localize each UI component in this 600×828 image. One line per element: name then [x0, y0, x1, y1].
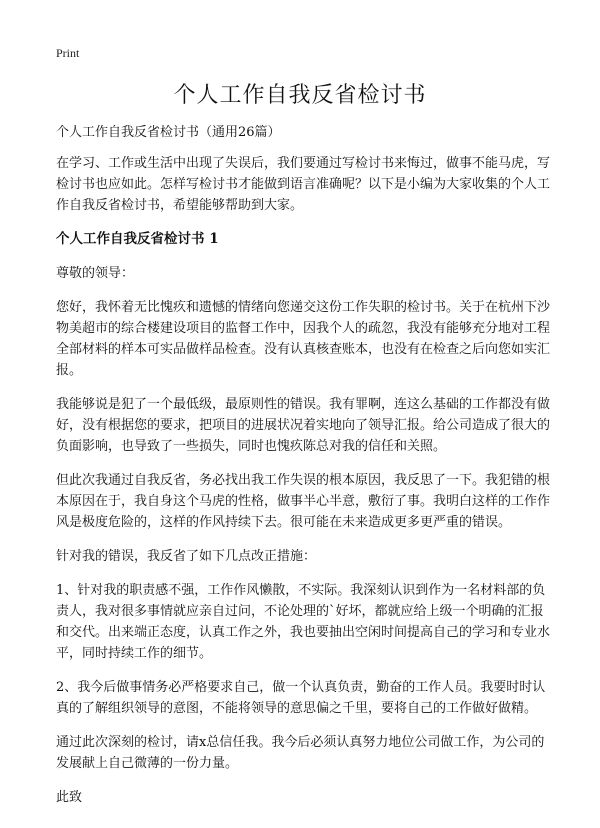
document-title: 个人工作自我反省检讨书	[173, 83, 427, 108]
body-paragraph: 通过此次深刻的检讨，请x总信任我。我今后必须认真努力地位公司做工作，为公司的发展献上自己微薄的一份力量。	[56, 735, 545, 771]
intro-paragraph: 在学习、工作或生活中出现了失误后，我们要通过写检讨书来悔过，做事不能马虎，写检讨书也应如此。怎样写检讨书才能做到语言准确呢？以下是小编为大家收集的个人工作自我反省检讨书，希望能够帮助到大家。	[56, 156, 551, 213]
document-body	[56, 122, 554, 821]
closing-line: 此致	[56, 790, 83, 805]
body-paragraph: 1、针对我的职责感不强，工作作风懒散，不实际。我深刻认识到作为一名材料部的负责人，我对很多事情就应亲自过问，不论处理的`好坏，都就应给上级一个明确的汇报和交代。出来端正态度，认真工作之外，我也要抽出空闲时间提高自己的学习和专业水平，同时持续工作的细节。	[56, 583, 551, 661]
body-paragraph: 2、我今后做事情务必严格要求自己，做一个认真负责，勤奋的工作人员。我要时时认真的了解组织领导的意图，不能将领导的意思偏之千里，要将自己的工作做好做精。	[56, 680, 546, 716]
print-link[interactable]: Print	[56, 46, 80, 60]
body-paragraph: 您好，我怀着无比愧疚和遗憾的情绪向您递交这份工作失职的检讨书。关于在杭州下沙物美超市的综合楼建设项目的监督工作中，因我个人的疏忽，我没有能够充分地对工程全部材料的样本可实品做样品检查。没有认真核查账本，也没有在检查之后向您如实汇报。	[56, 300, 551, 378]
document-subtitle: 个人工作自我反省检讨书（通用26篇）	[56, 125, 281, 140]
salutation: 尊敬的领导：	[56, 266, 135, 281]
body-paragraph: 我能够说是犯了一个最低级，最原则性的错误。我有罪啊，连这么基础的工作都没有做好，没有根据您的要求，把项目的进展状况着实地向了领导汇报。给公司造成了很大的负面影响，也导致了一些损失，同时也愧疚陈总对我的信任和关照。	[56, 397, 551, 454]
body-paragraph: 针对我的错误，我反省了如下几点改正措施：	[56, 549, 317, 564]
section-heading: 个人工作自我反省检讨书 1	[56, 231, 219, 247]
body-paragraph: 但此次我通过自我反省，务必找出我工作失误的根本原因，我反思了一下。我犯错的根本原因在于，我自身这个马虎的性格，做事半心半意，敷衍了事。我明白这样的工作作风是极度危险的，这样的作风持续下去。很可能在未来造成更多更严重的错误。	[56, 473, 551, 530]
